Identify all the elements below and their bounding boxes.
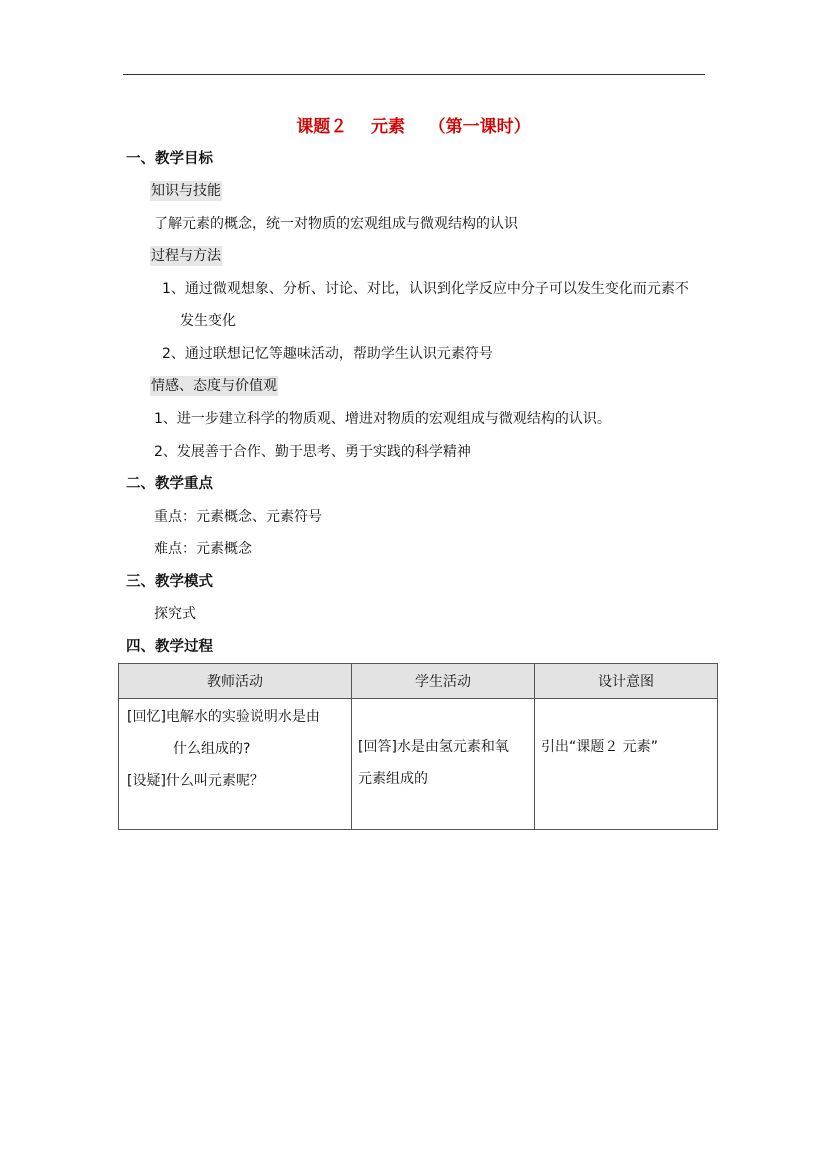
difficult-point: 难点：元素概念 xyxy=(154,541,252,557)
subheading-process: 过程与方法 xyxy=(151,248,221,264)
intent-cell xyxy=(535,699,718,830)
table-row xyxy=(119,699,718,830)
teacher-line-2: 什么组成的? xyxy=(173,741,251,757)
student-cell xyxy=(352,699,535,830)
teaching-mode: 探究式 xyxy=(154,606,196,622)
header-teacher: 教师活动 xyxy=(119,664,352,699)
student-line-1: [回答]水是由氢元素和氧 xyxy=(358,739,509,755)
teacher-line-3: [设疑]什么叫元素呢？ xyxy=(127,773,264,789)
section-heading-objectives: 一、教学目标 xyxy=(126,151,213,167)
section-heading-mode: 三、教学模式 xyxy=(126,574,213,590)
process-table xyxy=(118,663,718,830)
process-item-1: 1、通过微观想象、分析、讨论、对比，认识到化学反应中分子可以发生变化而元素不 xyxy=(162,281,689,297)
table-header-row xyxy=(119,664,718,699)
section-heading-process: 四、教学过程 xyxy=(126,639,213,655)
key-point: 重点：元素概念、元素符号 xyxy=(154,509,322,525)
process-item-2: 2、通过联想记忆等趣味活动，帮助学生认识元素符号 xyxy=(162,346,493,362)
section-heading-focus: 二、教学重点 xyxy=(126,476,213,492)
subheading-emotion: 情感、态度与价值观 xyxy=(151,378,277,394)
header-rule xyxy=(123,74,705,75)
process-item-1-cont: 发生变化 xyxy=(180,313,236,329)
student-line-2: 元素组成的 xyxy=(358,771,428,787)
header-student: 学生活动 xyxy=(352,664,535,699)
emotion-item-2: 2、发展善于合作、勤于思考、勇于实践的科学精神 xyxy=(154,444,471,460)
subheading-knowledge: 知识与技能 xyxy=(151,183,221,199)
document-title: 课题２ 元素 （第一课时） xyxy=(296,117,531,137)
header-intent: 设计意图 xyxy=(535,664,718,699)
teacher-cell xyxy=(119,699,352,830)
knowledge-text: 了解元素的概念，统一对物质的宏观组成与微观结构的认识 xyxy=(154,216,518,232)
intent-text: 引出“课题２ 元素” xyxy=(541,739,658,755)
teacher-line-1: [回忆]电解水的实验说明水是由 xyxy=(127,709,320,725)
emotion-item-1: 1、进一步建立科学的物质观、增进对物质的宏观组成与微观结构的认识。 xyxy=(154,411,611,427)
